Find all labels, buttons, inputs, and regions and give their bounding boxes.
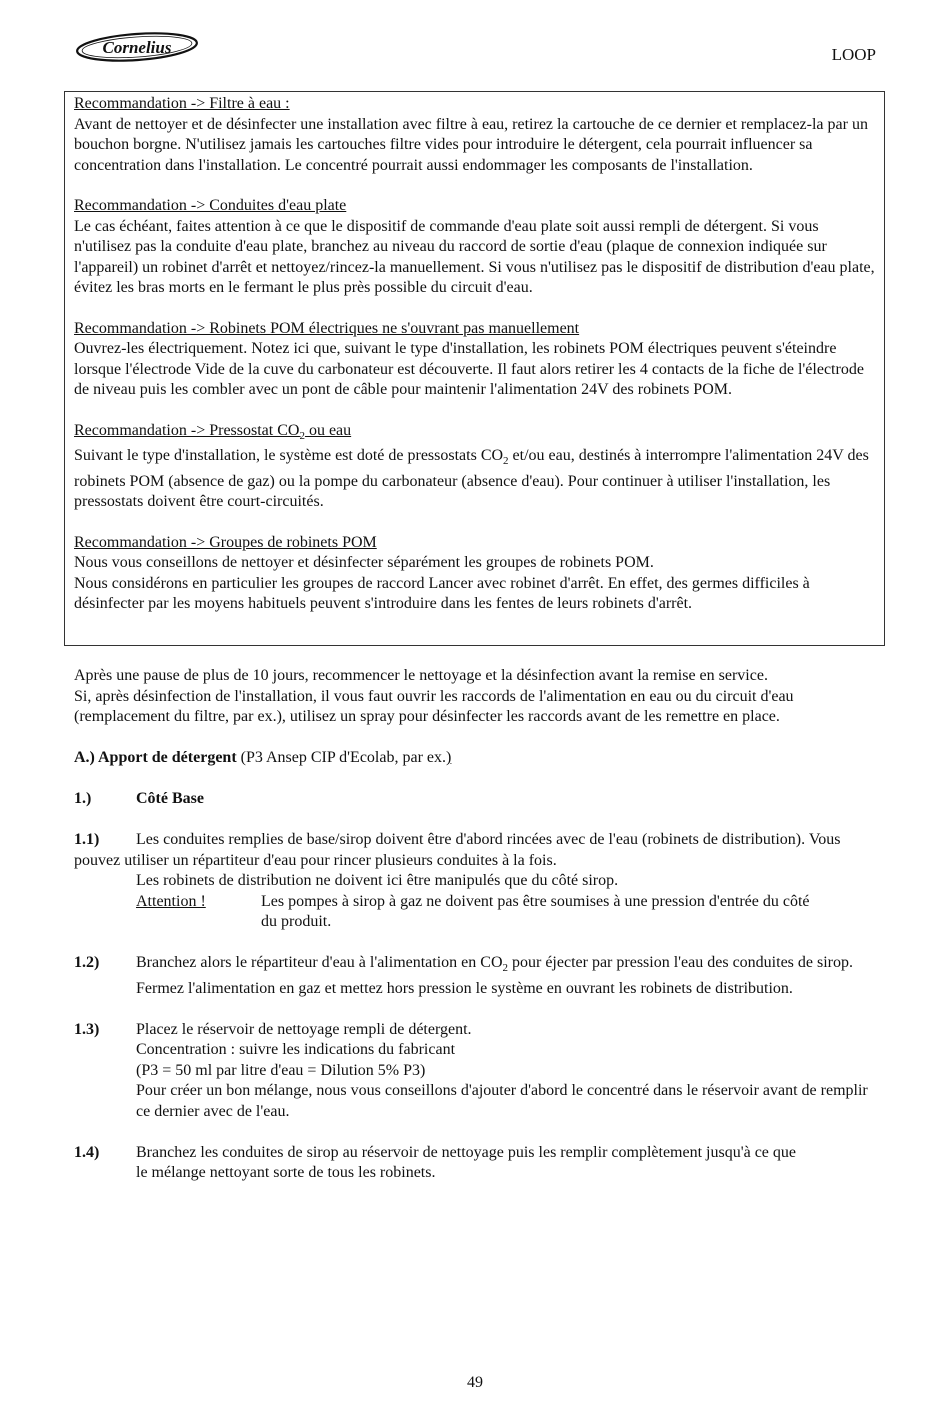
recommendation-text: Avant de nettoyer et de désinfecter une installation avec filtre à eau, retirez la cartouche de ce dernier et remplacez-la par un bouchon borgne. N'utilisez jamais les cartouches filtre vides pour introduire le détergent, cela pourrait influencer sa concentration dans l'installation. Le concentré pourrait aussi endommager les composants de l'installation.	[74, 115, 868, 174]
recommendation-text: Nous considérons en particulier les groupes de raccord Lancer avec robinet d'arrêt. En effet, des germes difficiles à désinfecter par les moyens habituels peuvent s'introduire dans les fentes de leurs robinets d'arrêt.	[74, 574, 810, 613]
attention-label: Attention !	[136, 892, 206, 910]
recommendation-text: Nous vous conseillons de nettoyer et désinfecter séparément les groupes de robinets POM.	[74, 554, 654, 572]
recommendation-title: Recommandation -> Conduites d'eau plate	[74, 197, 347, 214]
recommendation-title: Recommandation -> Robinets POM électriques ne s'ouvrant pas manuellement	[74, 319, 580, 337]
main-content	[74, 666, 882, 1184]
step-1-3: 1.3) Placez le réservoir de nettoyage rempli de détergent. Concentration : suivre les indications du fabricant (P3 = 50 ml par litre d'eau = Dilution 5% P3) Pour créer un bon mélange, nous vous conseillons d'ajouter d'abord le concentré dans le réservoir avant de remplir ce dernier avec de l'eau.	[74, 1020, 868, 1120]
svg-text:Cornelius: Cornelius	[102, 38, 172, 57]
step-text: Les robinets de distribution ne doivent ici être manipulés que du côté sirop.	[136, 872, 619, 889]
section-heading: A.) Apport de détergent (P3 Ansep CIP d'Ecolab, par ex.)	[74, 749, 452, 766]
recommendation-text: Suivant le type d'installation, le système est doté de pressostats $CO_2$ et/ou eau, destinés à interrompre l'alimentation 24V des robinets POM (absence de gaz) ou la pompe du carbonateur (absence d'eau). Pour continuer à utiliser l'installation, les pressostats doivent être court-circuités.	[74, 447, 869, 511]
intro-paragraph: Après une pause de plus de 10 jours, recommencer le nettoyage et la désinfection avant la remise en service.	[74, 667, 768, 684]
attention-text: Les pompes à sirop à gaz ne doivent pas être soumises à une pression d'entrée du côté du produit.	[261, 892, 810, 930]
cornelius-logo	[73, 28, 201, 66]
page-number: 49	[467, 1374, 483, 1391]
step-1-2: 1.2) Branchez alors le répartiteur d'eau à l'alimentation en $CO_2$ pour éjecter par pression l'eau des conduites de sirop. Fermez l'alimentation en gaz et mettez hors pression le système en ouvrant les robinets de distribution.	[74, 954, 853, 997]
intro-paragraph: Si, après désinfection de l'installation, il vous faut ouvrir les raccords de l'alimentation en eau ou du circuit d'eau (remplacement du filtre, par ex.), utilisez un spray pour désinfecter les raccords avant de les remettre en place.	[74, 687, 794, 725]
recommendation-pom-groups	[74, 533, 875, 615]
recommendation-text: Ouvrez-les électriquement. Notez ici que, suivant le type d'installation, les robinets POM électriques peuvent s'éteindre lorsque l'électrode Vide de la cuve du carbonateur est découverte. Il faut alors retirer les 4 contacts de la fiche de l'électrode de niveau puis les combler avec un pont de câble pour maintenir l'alimentation 24V des robinets POM.	[74, 340, 864, 398]
recommendation-text: Le cas échéant, faites attention à ce que le dispositif de commande d'eau plate soit aussi rempli de détergent. Si vous n'utilisez pas la conduite d'eau plate, branchez au niveau du raccord de sortie d'eau (plaque de connexion indiquée sur l'appareil) un robinet d'arrêt et nettoyez/rincez-la manuellement. Si vous n'utilisez pas le dispositif de distribution d'eau plate, évitez les bras morts en le fermant le plus près possible du circuit d'eau.	[74, 217, 875, 296]
step-1-4: 1.4) Branchez les conduites de sirop au réservoir de nettoyage puis les remplir complètement jusqu'à ce que le mélange nettoyant sorte de tous les robinets.	[74, 1143, 796, 1182]
recommendation-water-filter	[74, 94, 875, 176]
recommendation-title: Recommandation -> Filtre à eau :	[74, 95, 290, 112]
recommendation-pressure-switch	[74, 421, 875, 513]
attention-note	[74, 892, 882, 933]
subsection-heading: 1.) Côté Base	[74, 790, 204, 807]
recommendation-title: Recommandation -> Pressostat $CO_2$ ou eau	[74, 421, 352, 442]
recommendation-pom-valves	[74, 319, 875, 401]
step-1-1: 1.1) Les conduites remplies de base/sirop doivent être d'abord rincées avec de l'eau (robinets de distribution). Vous pouvez utiliser un répartiteur d'eau pour rincer plusieurs conduites à la fois.	[74, 831, 841, 869]
document-code: LOOP	[831, 45, 876, 64]
recommendations-box	[64, 91, 885, 646]
recommendation-still-water	[74, 196, 875, 299]
recommendation-title: Recommandation -> Groupes de robinets POM	[74, 533, 377, 551]
